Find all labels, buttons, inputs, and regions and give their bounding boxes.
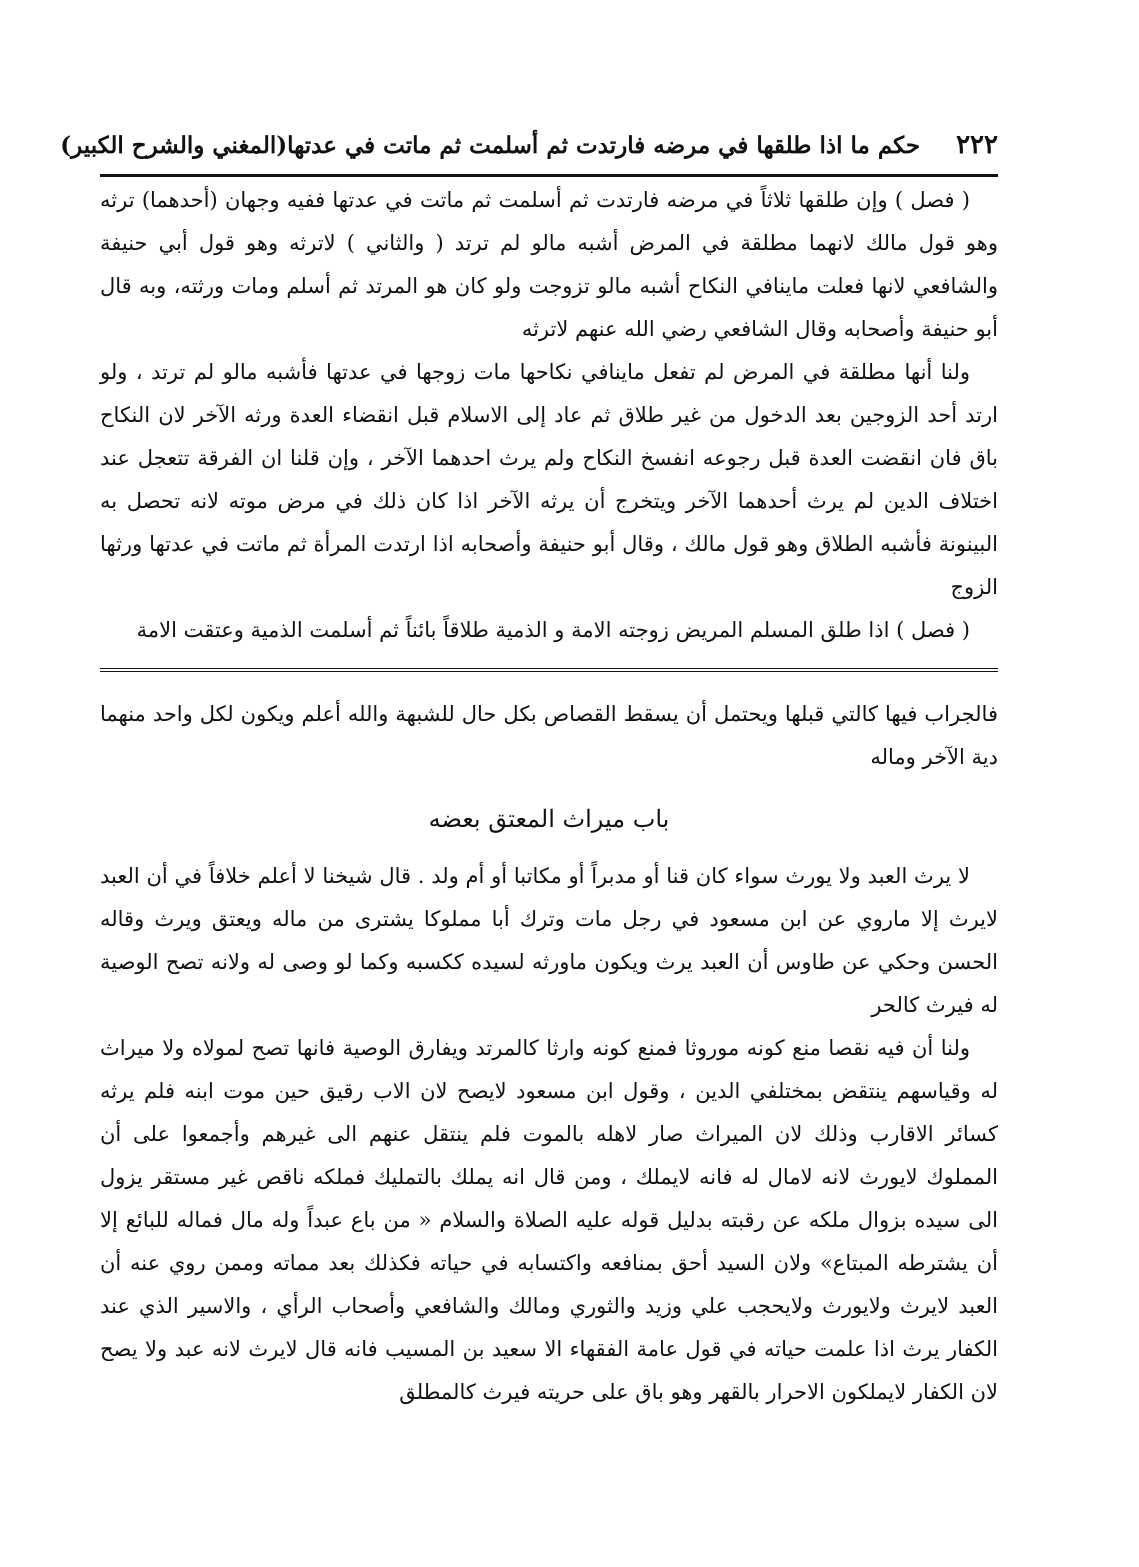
paragraph-intro: فالجراب فيها كالتي قبلها ويحتمل أن يسقط القصاص بكل حال للشبهة والله أعلم ويكون لكل واحد منهما دية الآخر وماله — [100, 702, 998, 769]
paragraph-fasl-1: ( فصل ) وإن طلقها ثلاثاً في مرضه فارتدت ثم أسلمت ثم ماتت في عدتها ففيه وجهان (أحدهما) ترثه وهو قول مالك لانهما مطلقة في المرض أشبه مالو لم ترتد ( والثاني ) لاترثه وهو قول أبي حنيفة والشافعي لانها فعلت ماينافي النكاح أشبه مالو تزوجت ولو كان هو المرتد ثم أسلم ومات ورثته، وبه قال أبو حنيفة وأصحابه وقال الشافعي رضي الله عنهم لاترثه — [100, 188, 998, 341]
document-page — [60, 120, 998, 1540]
header-rule — [100, 174, 998, 177]
section-divider — [100, 668, 998, 675]
main-text-section — [100, 179, 998, 652]
page-number: ٢٢٢ — [956, 130, 998, 160]
commentary-section — [100, 693, 998, 1414]
paragraph-argument: ولنا أنها مطلقة في المرض لم تفعل ماينافي نكاحها مات زوجها في عدتها فأشبه مالو لم ترتد ، ولو ارتد أحد الزوجين بعد الدخول من غير طلاق ثم عاد إلى الاسلام قبل انقضاء العدة ورثه الآخر لان النكاح باق فان انقضت العدة قبل رجوعه انفسخ النكاح ولم يرث احدهما الآخر ، وإن قلنا ان الفرقة تتعجل عند اختلاف الدين لم يرث أحدهما الآخر ويتخرج أن يرثه الآخر اذا كان ذلك في مرض موته لانه تحصل به البينونة فأشبه الطلاق وهو قول مالك ، وقال أبو حنيفة وأصحابه اذا ارتدت المرأة ثم ماتت في عدتها ورثها الزوج — [100, 360, 998, 599]
paragraph-rebuttal: ولنا أن فيه نقصا منع كونه موروثا فمنع كونه وارثا كالمرتد ويفارق الوصية فانها تصح لمولاه ولا ميراث له وقياسهم ينتقض بمختلفي الدين ، وقول ابن مسعود لايصح لان الاب رقيق حين موت ابنه فلم يرثه كسائر الاقارب وذلك لان الميراث صار لاهله بالموت فلم ينتقل عنهم الى غيرهم وأجمعوا على أن المملوك لايورث لانه لامال له فانه لايملك ، ومن قال انه يملك بالتمليك فملكه ناقص غير مستقر يزول الى سيده بزوال ملكه عن رقبته بدليل قوله عليه الصلاة والسلام « من باع عبداً وله مال فماله للبائع إلا أن يشترطه المبتاع» ولان السيد أحق بمنافعه واكتسابه في حياته فكذلك بعد مماته وممن روي عنه أن العبد لايرث ولايورث ولايحجب علي وزيد والثوري ومالك والشافعي وأصحاب الرأي ، والاسير الذي عند الكفار يرث اذا علمت حياته في قول عامة الفقهاء الا سعيد بن المسيب فانه قال لايرث لانه عبد ولا يصح لان الكفار لايملكون الاحرار بالقهر وهو باق على حريته فيرث كالمطلق — [100, 1036, 998, 1404]
page-header — [60, 120, 998, 170]
paragraph-slave-inheritance: لا يرث العبد ولا يورث سواء كان قنا أو مدبراً أو مكاتبا أو أم ولد . قال شيخنا لا أعلم خلافاً في أن العبد لايرث إلا ماروي عن ابن مسعود في رجل مات وترك أبا مملوكا يشترى من ماله ويعتق ويرث وقاله الحسن وحكي عن طاوس أن العبد يرث ويكون ماورثه لسيده ككسبه وكما لو وصى له ولانه تصح الوصية له فيرث كالحر — [100, 864, 998, 1017]
running-title: حكم ما اذا طلقها في مرضه فارتدت ثم أسلمت ثم ماتت في عدتها — [287, 131, 921, 159]
section-heading: باب ميراث المعتق بعضه — [428, 805, 670, 833]
paragraph-fasl-2: ( فصل ) اذا طلق المسلم المريض زوجته الامة و الذمية طلاقاً بائناً ثم أسلمت الذمية وعتقت الامة — [136, 618, 970, 642]
book-title: (المغني والشرح الكبير) — [60, 131, 288, 159]
